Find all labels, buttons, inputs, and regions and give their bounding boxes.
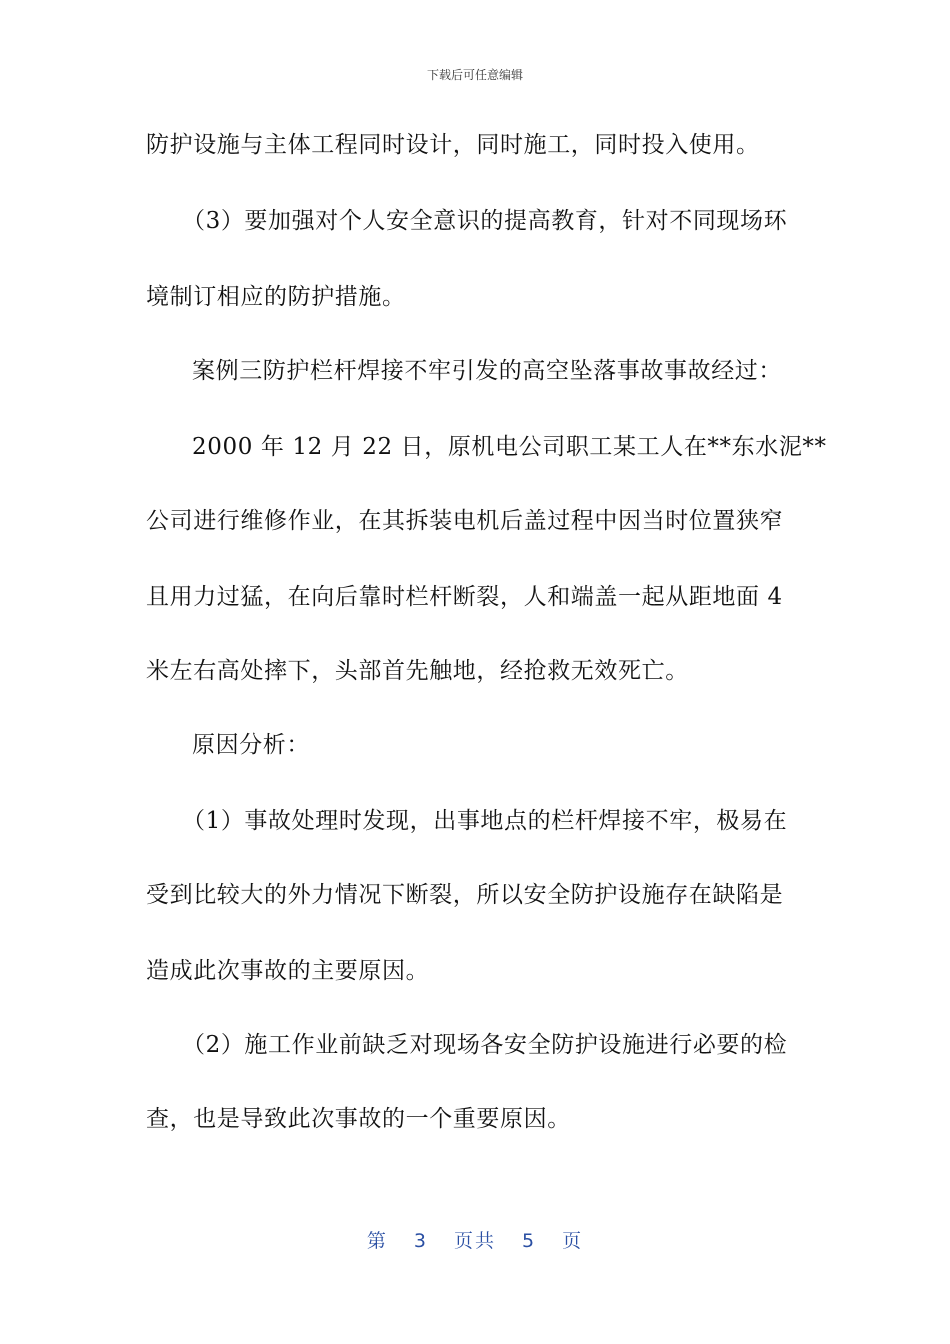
text-line: 公司进行维修作业，在其拆装电机后盖过程中因当时位置狭窄 <box>146 508 784 534</box>
page-footer: 第 3 页共 5 页 <box>366 1230 584 1252</box>
text-line: 案例三防护栏杆焊接不牢引发的高空坠落事故事故经过： <box>192 358 782 384</box>
text-line: （2）施工作业前缺乏对现场各安全防护设施进行必要的检 <box>182 1032 788 1058</box>
text-line: 米左右高处摔下，头部首先触地，经抢救无效死亡。 <box>146 658 689 684</box>
text-line: （1）事故处理时发现，出事地点的栏杆焊接不牢，极易在 <box>182 808 788 834</box>
text-line: （3）要加强对个人安全意识的提高教育，针对不同现场环 <box>182 208 788 234</box>
text-line: 原因分析： <box>192 732 310 758</box>
text-line: 防护设施与主体工程同时设计，同时施工，同时投入使用。 <box>146 132 760 158</box>
page-header: 下载后可任意编辑 <box>426 68 523 82</box>
text-line: 受到比较大的外力情况下断裂，所以安全防护设施存在缺陷是 <box>146 882 784 908</box>
text-line: 2000 年 12 月 22 日，原机电公司职工某工人在**东水泥** <box>192 434 827 460</box>
text-line: 且用力过猛，在向后靠时栏杆断裂，人和端盖一起从距地面 4 <box>146 584 783 610</box>
text-line: 造成此次事故的主要原因。 <box>146 958 430 984</box>
text-line: 境制订相应的防护措施。 <box>146 284 406 310</box>
text-line: 查，也是导致此次事故的一个重要原因。 <box>146 1106 571 1132</box>
